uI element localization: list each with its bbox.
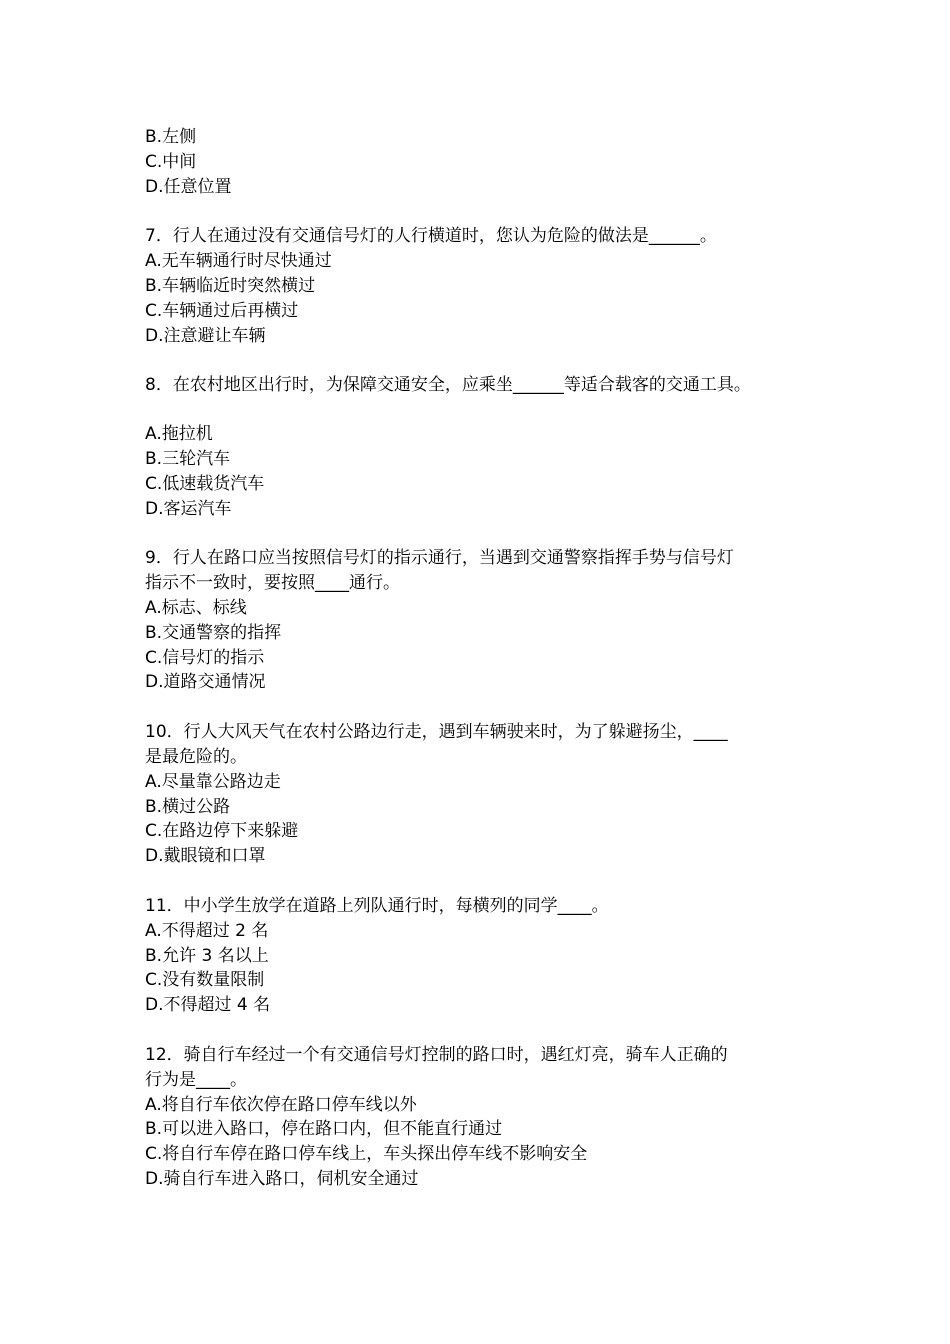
option-c: C.车辆通过后再横过 [145,300,299,321]
option-c: C.中间 [145,151,197,172]
question-stem-continued: 行为是____。 [145,1069,247,1090]
option-b: B.三轮汽车 [145,448,231,469]
intro-options [145,125,825,199]
option-c: C.将自行车停在路口停车线上，车头探出停车线不影响安全 [145,1144,588,1165]
option-c: C.在路边停下来躲避 [145,821,299,842]
option-b: B.交通警察的指挥 [145,622,282,643]
question-12 [145,1043,825,1192]
option-c: C.低速载货汽车 [145,473,265,494]
question-stem: 11．中小学生放学在道路上列队通行时，每横列的同学____。 [145,895,609,916]
option-b: B.车辆临近时突然横过 [145,275,316,296]
document-page [145,125,825,1192]
question-stem: 7．行人在通过没有交通信号灯的人行横道时，您认为危险的做法是______。 [145,226,717,247]
option-c: C.信号灯的指示 [145,647,265,668]
option-a: A.拖拉机 [145,424,213,445]
option-b: B.左侧 [145,127,197,147]
option-d: D.任意位置 [145,176,232,197]
option-b: B.可以进入路口，停在路口内，但不能直行通过 [145,1119,503,1140]
question-9 [145,546,825,695]
option-a: A.将自行车依次停在路口停车线以外 [145,1094,417,1115]
question-stem: 8．在农村地区出行时，为保障交通安全，应乘坐______等适合载客的交通工具。 [145,375,751,396]
option-a: A.标志、标线 [145,597,247,618]
option-b: B.横过公路 [145,796,231,817]
option-a: A.无车辆通行时尽快通过 [145,251,332,272]
option-d: D.戴眼镜和口罩 [145,846,266,867]
question-10 [145,720,825,869]
option-d: D.道路交通情况 [145,672,266,693]
option-d: D.骑自行车进入路口，伺机安全通过 [145,1168,419,1189]
question-stem-continued: 是最危险的。 [145,746,247,767]
question-stem: 12．骑自行车经过一个有交通信号灯控制的路口时，遇红灯亮，骑车人正确的 [145,1044,728,1065]
question-stem: 9．行人在路口应当按照信号灯的指示通行，当遇到交通警察指挥手势与信号灯 [145,548,734,569]
option-a: A.尽量靠公路边走 [145,771,281,792]
option-d: D.客运汽车 [145,498,232,519]
question-11 [145,894,825,1018]
option-a: A.不得超过 2 名 [145,920,269,941]
option-b: B.允许 3 名以上 [145,945,269,966]
question-8 [145,373,825,521]
question-7 [145,224,825,348]
option-d: D.不得超过 4 名 [145,995,271,1016]
option-c: C.没有数量限制 [145,970,265,991]
question-stem: 10．行人大风天气在农村公路边行走，遇到车辆驶来时，为了躲避扬尘，____ [145,722,728,743]
option-d: D.注意避让车辆 [145,325,266,346]
question-stem-continued: 指示不一致时，要按照____通行。 [145,573,400,594]
